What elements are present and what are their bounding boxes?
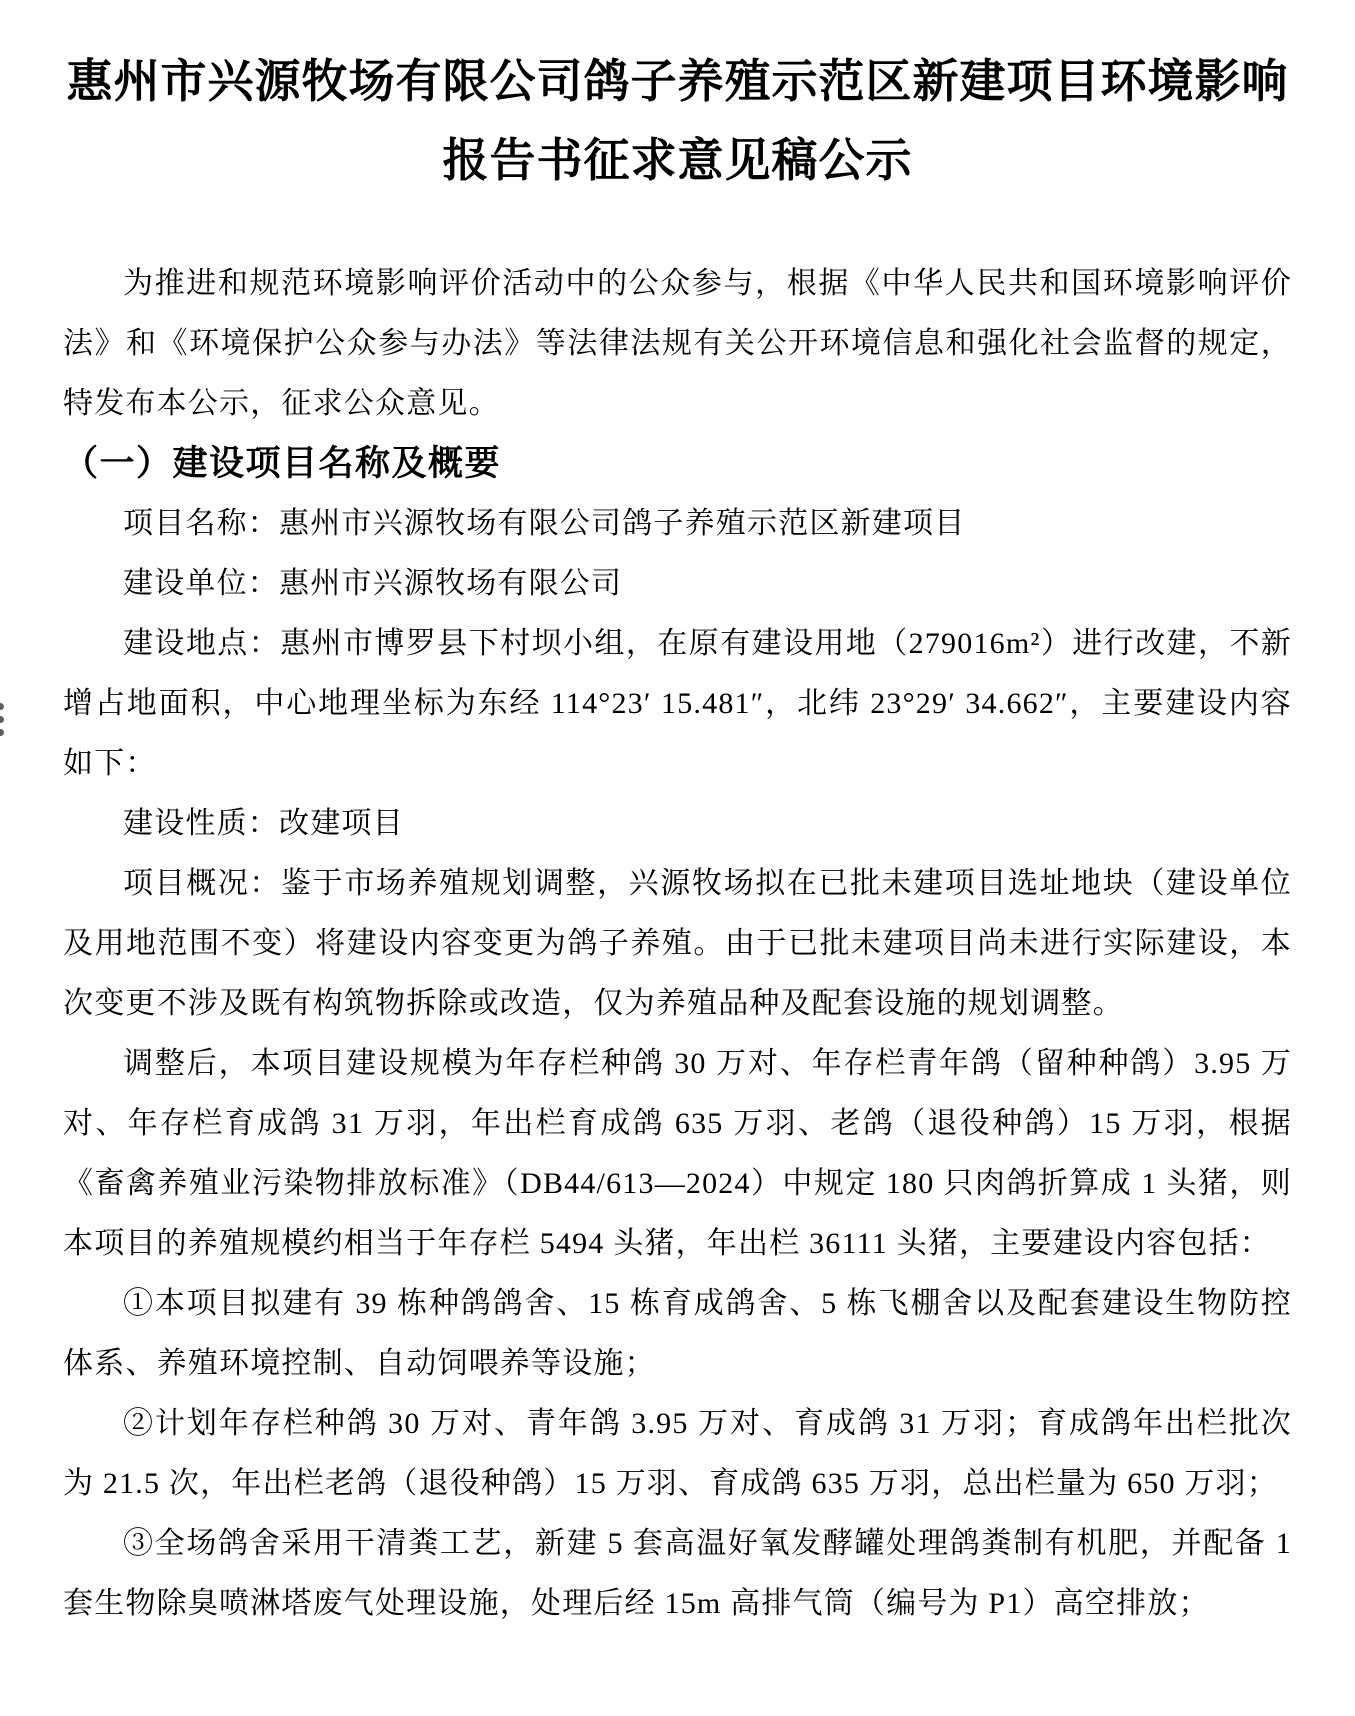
paragraph-item-2: ②计划年存栏种鸽 30 万对、青年鸽 3.95 万对、育成鸽 31 万羽；育成鸽年出栏批次为 21.5 次，年出栏老鸽（退役种鸽）15 万羽、育成鸽 635 万羽，总出栏量为 650 万羽； (63, 1407, 1292, 1500)
paragraph-overview: 项目概况：鉴于市场养殖规划调整，兴源牧场拟在已批未建项目选址地块（建设单位及用地范围不变）将建设内容变更为鸽子养殖。由于已批未建项目尚未进行实际建设，本次变更不涉及既有构筑物拆除或改造，仅为养殖品种及配套设施的规划调整。 (63, 867, 1292, 1020)
document-title (63, 42, 1292, 200)
paragraph-project-name: 项目名称：惠州市兴源牧场有限公司鸽子养殖示范区新建项目 (123, 507, 966, 540)
paragraph-location: 建设地点：惠州市博罗县下村坝小组，在原有建设用地（279016m²）进行改建，不新增占地面积，中心地理坐标为东经 114°23′ 15.481″，北纬 23°29′ 34.662″，主要建设内容如下： (63, 627, 1292, 780)
paragraph-scale: 调整后，本项目建设规模为年存栏种鸽 30 万对、年存栏青年鸽（留种种鸽）3.95 万对、年存栏育成鸽 31 万羽，年出栏育成鸽 635 万羽、老鸽（退役种鸽）15 万羽，根据《畜禽养殖业污染物排放标准》（DB44/613—2024）中规定 180 只肉鸽折算成 1 头猪，则本项目的养殖规模约相当于年存栏 5494 头猪，年出栏 36111 头猪，主要建设内容包括： (63, 1047, 1292, 1260)
paragraph-intro: 为推进和规范环境影响评价活动中的公众参与，根据《中华人民共和国环境影响评价法》和《环境保护公众参与办法》等法律法规有关公开环境信息和强化社会监督的规定，特发布本公示，征求公众意见。 (63, 267, 1292, 420)
document-title-line-2: 报告书征求意见稿公示 (442, 134, 913, 186)
paragraph-item-3: ③全场鸽舍采用干清粪工艺，新建 5 套高温好氧发酵罐处理鸽粪制有机肥，并配备 1 套生物除臭喷淋塔废气处理设施，处理后经 15m 高排气筒（编号为 P1）高空排放； (63, 1527, 1292, 1620)
dot (0, 703, 4, 710)
paragraph-item-1: ①本项目拟建有 39 栋种鸽鸽舍、15 栋育成鸽舍、5 栋飞棚舍以及配套建设生物防控体系、养殖环境控制、自动饲喂养等设施； (63, 1287, 1292, 1380)
document-body (63, 254, 1292, 1634)
dot (0, 729, 4, 736)
document-page (0, 42, 1355, 1716)
dot (0, 716, 4, 723)
margin-drag-handle-icon[interactable] (0, 703, 7, 736)
paragraph-construction-unit: 建设单位：惠州市兴源牧场有限公司 (123, 567, 623, 600)
document-title-line-1: 惠州市兴源牧场有限公司鸽子养殖示范区新建项目环境影响 (66, 55, 1289, 107)
paragraph-nature: 建设性质：改建项目 (123, 807, 404, 840)
section-heading-1: （一）建设项目名称及概要 (63, 444, 502, 483)
